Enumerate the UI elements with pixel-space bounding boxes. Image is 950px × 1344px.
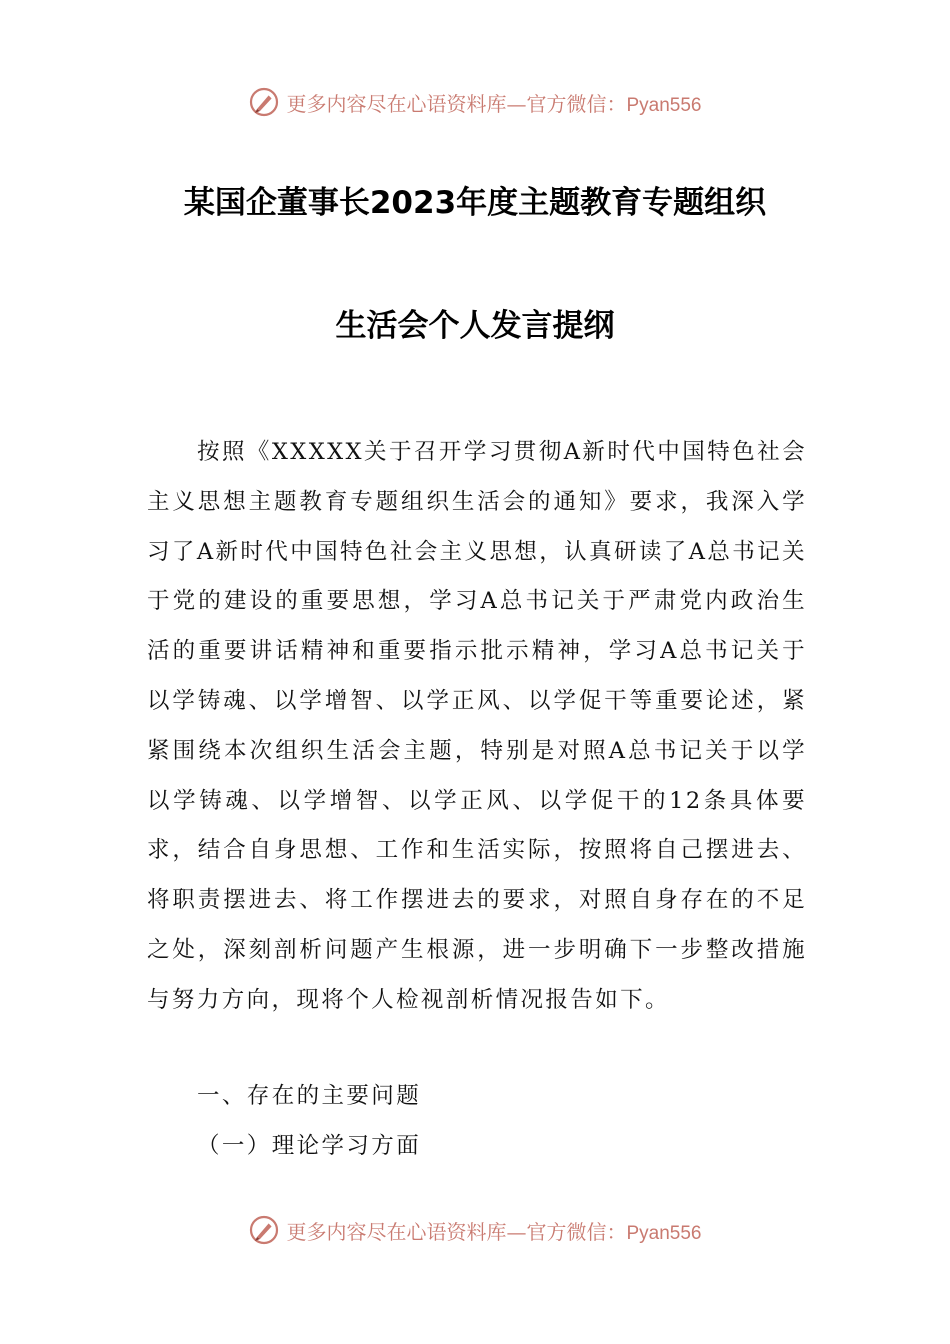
watermark-account: Pyan556: [626, 1222, 702, 1244]
watermark-main: 更多内容尽在心语资料库: [286, 1219, 507, 1244]
watermark-label: 官方微信：: [526, 1219, 627, 1244]
watermark-label: 官方微信：: [526, 91, 627, 116]
document-title-line-1: 某国企董事长2023年度主题教育专题组织: [183, 185, 767, 221]
watermark-account: Pyan556: [626, 94, 702, 116]
watermark-dash: —: [506, 91, 527, 116]
watermark-header: [0, 82, 950, 122]
document-title-line-2: 生活会个人发言提纲: [335, 308, 615, 344]
body-paragraph: 按照《XXXXX关于召开学习贯彻A新时代中国特色社会主义思想主题教育专题组织生活会的通知》要求，我深入学习了A新时代中国特色社会主义思想，认真研读了A总书记关于党的建设的重要思想，学习A总书记关于严肃党内政治生活的重要讲话精神和重要指示批示精神，学习A总书记关于以学铸魂、以学增智、以学正风、以学促干等重要论述，紧紧围绕本次组织生活会主题，特别是对照A总书记关于以学以学铸魂、以学增智、以学正风、以学促干的12条具体要求，结合自身思想、工作和生活实际，按照将自己摆进去、将职责摆进去、将工作摆进去的要求，对照自身存在的不足之处，深刻剖析问题产生根源，进一步明确下一步整改措施与努力方向，现将个人检视剖析情况报告如下。: [147, 439, 807, 1013]
pen-logo-icon: [248, 86, 280, 118]
watermark-main: 更多内容尽在心语资料库: [286, 91, 507, 116]
watermark-text: [286, 88, 701, 117]
subsection-heading: （一）理论学习方面: [197, 1133, 422, 1159]
section-heading: 一、存在的主要问题: [197, 1083, 422, 1109]
watermark-footer: [0, 1210, 950, 1250]
watermark-text: [286, 1216, 701, 1245]
pen-logo-icon: [248, 1214, 280, 1246]
watermark-dash: —: [506, 1219, 527, 1244]
